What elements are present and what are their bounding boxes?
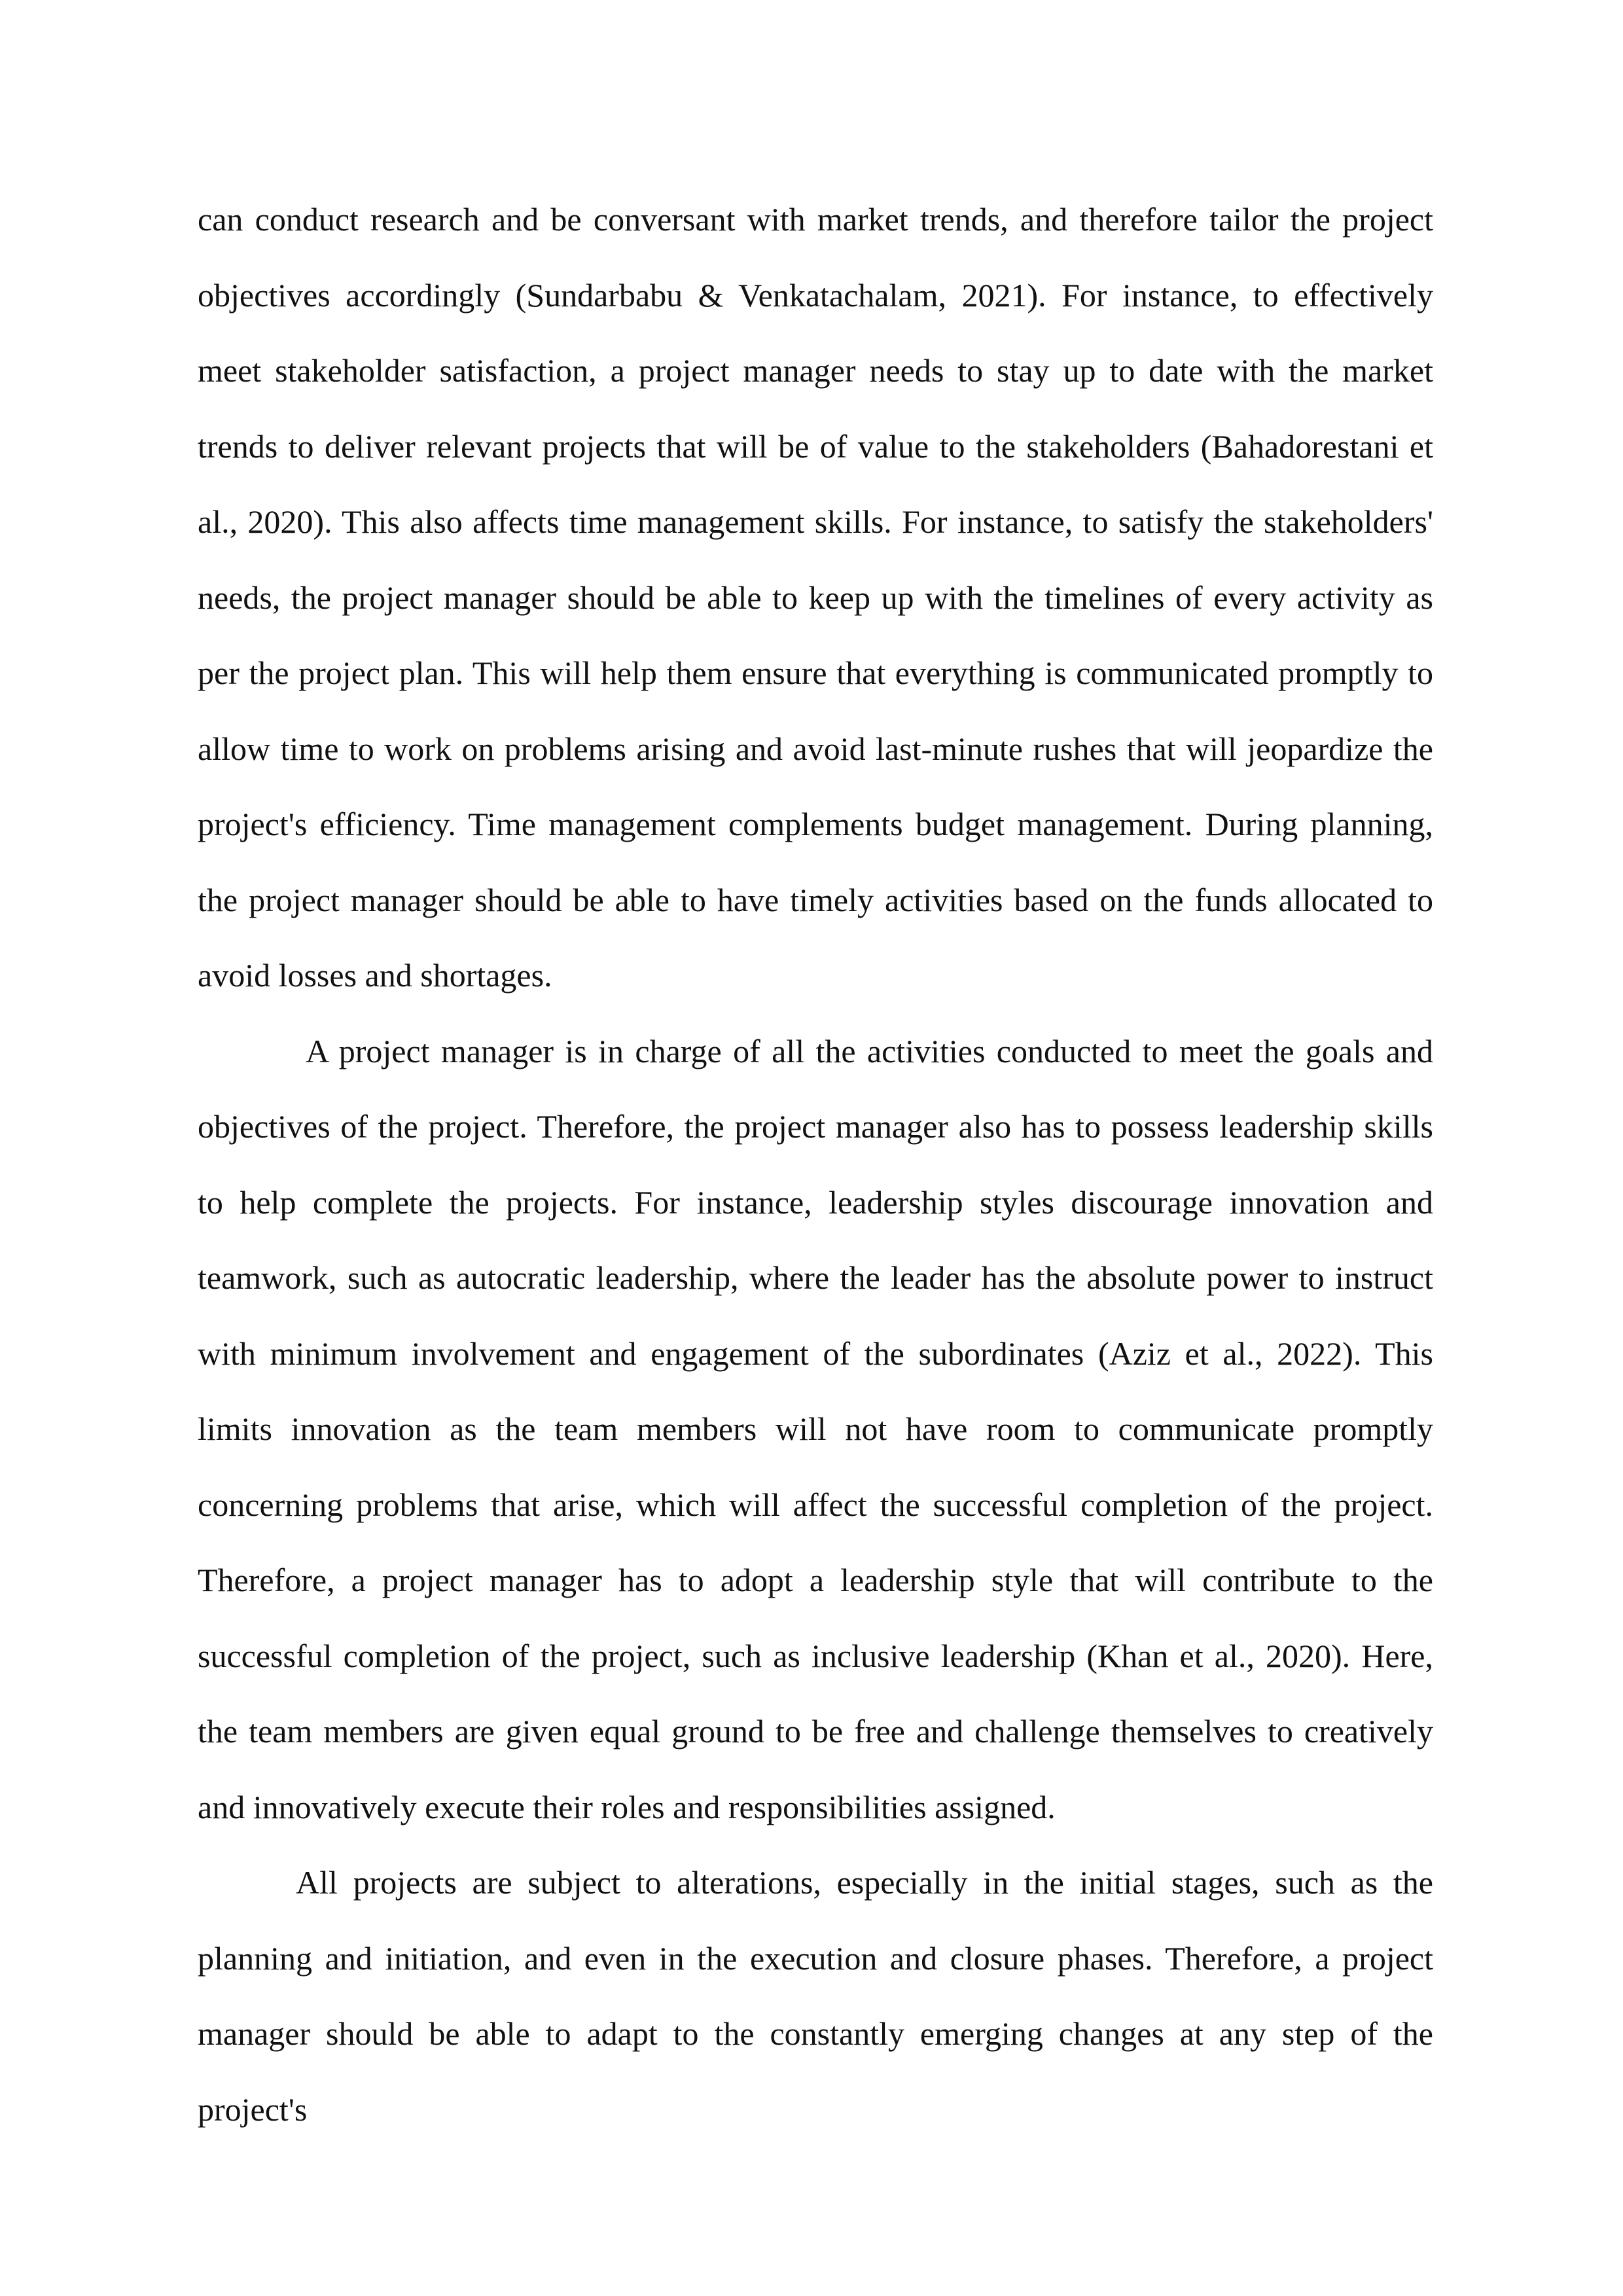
document-body bbox=[198, 182, 1433, 2147]
paragraph-continued: can conduct research and be conversant with market trends, and therefore tailor the project objectives accordingly (Sundarbabu & Venkatachalam, 2021). For instance, to effectively meet stakeholder satisfaction, a project manager needs to stay up to date with the market trends to deliver relevant projects that will be of value to the stakeholders (Bahadorestani et al., 2020). This also affects time management skills. For instance, to satisfy the stakeholders' needs, the project manager should be able to keep up with the timelines of every activity as per the project plan. This will help them ensure that everything is communicated promptly to allow time to work on problems arising and avoid last-minute rushes that will jeopardize the project's efficiency. Time management complements budget management. During planning, the project manager should be able to have timely activities based on the funds allocated to avoid losses and shortages. bbox=[198, 201, 1433, 994]
paragraph-leadership: A project manager is in charge of all the activities conducted to meet the goals and objectives of the project. Therefore, the project manager also has to possess leadership skills to help complete the projects. For instance, leadership styles discourage innovation and teamwork, such as autocratic leadership, where the leader has the absolute power to instruct with minimum involvement and engagement of the subordinates (Aziz et al., 2022). This limits innovation as the team members will not have room to communicate promptly concerning problems that arise, which will affect the successful completion of the project. Therefore, a project manager has to adopt a leadership style that will contribute to the successful completion of the project, such as inclusive leadership (Khan et al., 2020). Here, the team members are given equal ground to be free and challenge themselves to creatively and innovatively execute their roles and responsibilities assigned. bbox=[198, 1032, 1433, 1825]
paragraph-adaptability: All projects are subject to alterations, especially in the initial stages, such as the planning and initiation, and even in the execution and closure phases. Therefore, a project manager should be able to adapt to the constantly emerging changes at any step of the project's bbox=[198, 1864, 1433, 2128]
